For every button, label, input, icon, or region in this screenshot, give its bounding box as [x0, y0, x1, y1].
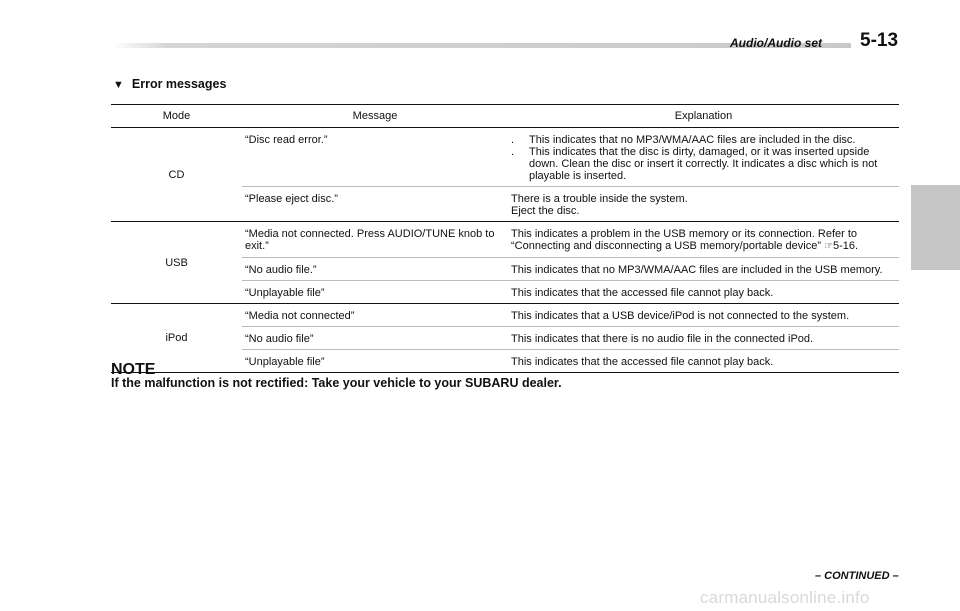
- explanation-cell: This indicates that a USB device/iPod is not connected to the system.: [508, 304, 899, 327]
- message-cell: “Unplayable file”: [242, 281, 508, 304]
- message-cell: “Media not connected”: [242, 304, 508, 327]
- explanation-cell: This indicates that no MP3/WMA/AAC files are included in the USB memory.: [508, 258, 899, 281]
- header-section-title: Audio/Audio set: [730, 36, 822, 50]
- mode-cell-ipod: iPod: [111, 304, 242, 373]
- message-cell: “No audio file”: [242, 327, 508, 350]
- message-cell: “Please eject disc.”: [242, 187, 508, 222]
- section-heading: [113, 77, 226, 91]
- explanation-bullets: [511, 134, 897, 182]
- reference-page: 5-16.: [833, 240, 859, 252]
- list-item: . This indicates that the disc is dirty, damaged, or it was inserted upside down. Clean the disc or insert it correctly. It indicates a disc which is not playable is inserted.: [511, 146, 878, 182]
- continued-label: – CONTINUED –: [815, 570, 899, 582]
- explanation-cell: [508, 128, 899, 187]
- column-header-explanation: Explanation: [508, 105, 899, 128]
- bullet-icon: .: [511, 146, 515, 158]
- reference-icon: ☞: [824, 241, 834, 252]
- page-number: 5-13: [860, 30, 899, 51]
- error-messages-table: [111, 104, 899, 373]
- message-cell: “Unplayable file”: [242, 350, 508, 373]
- explanation-cell: There is a trouble inside the system. Eject the disc.: [508, 187, 899, 222]
- table-row: [111, 128, 899, 187]
- table-row: [111, 304, 899, 327]
- explanation-cell: This indicates that there is no audio file in the connected iPod.: [508, 327, 899, 350]
- explanation-cell: This indicates that the accessed file cannot play back.: [508, 281, 899, 304]
- list-item: . This indicates that no MP3/WMA/AAC files are included in the disc.: [511, 134, 856, 146]
- message-cell: “No audio file.”: [242, 258, 508, 281]
- explanation-cell: This indicates that the accessed file cannot play back.: [508, 350, 899, 373]
- table-header-row: [111, 105, 899, 128]
- message-cell: “Disc read error.”: [242, 128, 508, 187]
- mode-cell-cd: CD: [111, 128, 242, 222]
- section-heading-text: Error messages: [131, 77, 227, 91]
- note-title: NOTE: [111, 361, 156, 378]
- chapter-thumb-tab: [911, 185, 960, 270]
- table-row: [111, 222, 899, 258]
- explanation-cell: This indicates a problem in the USB memory or its connection. Refer to “Connecting and disconnecting a USB memory/portable device” ☞5-16.: [508, 222, 899, 258]
- mode-cell-usb: USB: [111, 222, 242, 304]
- bullet-icon: .: [511, 134, 515, 146]
- down-triangle-icon: ▼: [113, 79, 124, 91]
- column-header-message: Message: [242, 105, 508, 128]
- watermark: carmanualsonline.info: [700, 588, 870, 607]
- message-cell: “Media not connected. Press AUDIO/TUNE knob to exit.”: [242, 222, 508, 258]
- note-text: If the malfunction is not rectified: Take your vehicle to your SUBARU dealer.: [111, 376, 562, 390]
- column-header-mode: Mode: [111, 105, 242, 128]
